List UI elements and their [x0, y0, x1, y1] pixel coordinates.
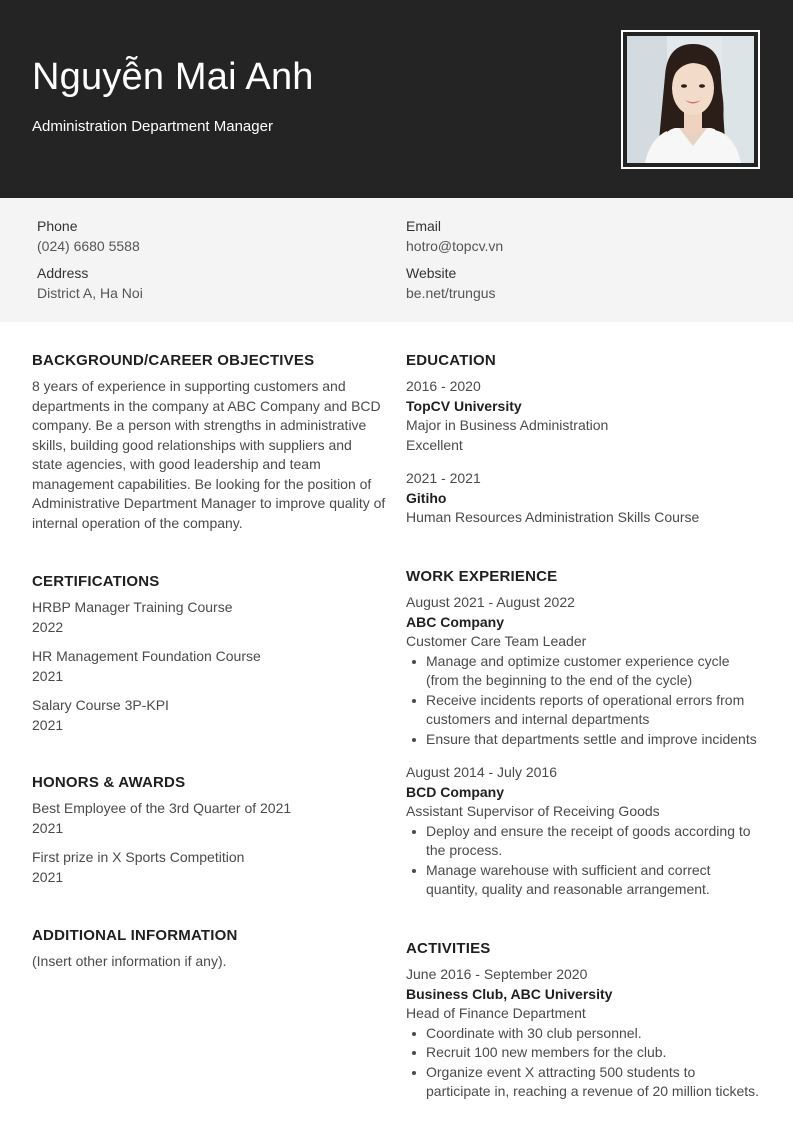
education-grade: Excellent [406, 436, 463, 453]
education-period: 2021 - 2021 [406, 470, 481, 486]
portrait-image [627, 36, 754, 163]
experience-item [406, 763, 776, 900]
candidate-name: Nguyễn Mai Anh [32, 56, 314, 98]
education-major: Human Resources Administration Skills Course [406, 509, 700, 525]
honor-year: 2021 [32, 819, 64, 836]
additional-section [32, 926, 392, 972]
certifications-heading: CERTIFICATIONS [32, 573, 160, 590]
address-value: District A, Ha Noi [37, 285, 143, 301]
objectives-heading: BACKGROUND/CAREER OBJECTIVES [32, 352, 315, 369]
objectives-line: management capabilities. Be looking for the position of [32, 475, 372, 492]
honors-heading: HONORS & AWARDS [32, 774, 186, 791]
profile-photo [627, 36, 754, 163]
honor-item [32, 848, 392, 887]
education-section [406, 351, 776, 528]
activity-org: Business Club, ABC University [406, 985, 613, 1002]
phone-value[interactable]: (024) 6680 5588 [37, 238, 140, 254]
website-label: Website [406, 265, 457, 281]
experience-period: August 2014 - July 2016 [406, 764, 557, 780]
honor-year: 2021 [32, 868, 64, 885]
bullet-item: Deploy and ensure the receipt of goods according to the process. [426, 822, 776, 861]
activity-role: Head of Finance Department [406, 1005, 586, 1021]
experience-item [406, 593, 776, 749]
objectives-line: internal operation of the company. [32, 514, 243, 531]
certification-item [32, 696, 392, 735]
education-item [406, 469, 776, 528]
objectives-line: state agencies, with good leadership and team [32, 456, 321, 472]
honor-name: Best Employee of the 3rd Quarter of 2021 [32, 800, 292, 816]
email-label: Email [406, 218, 442, 234]
activity-item [406, 965, 786, 1102]
education-heading: EDUCATION [406, 352, 496, 369]
objectives-line: company. Be a person with strengths in administrative [32, 417, 367, 433]
education-major: Major in Business Administration [406, 417, 609, 433]
contact-bar [0, 198, 793, 322]
website-value[interactable]: be.net/trungus [406, 285, 496, 301]
experience-heading: WORK EXPERIENCE [406, 568, 558, 585]
education-school: Gitiho [406, 489, 447, 506]
honor-item [32, 799, 392, 838]
experience-section [406, 567, 776, 900]
certification-year: 2021 [32, 716, 64, 733]
additional-heading: ADDITIONAL INFORMATION [32, 927, 238, 944]
certification-name: HRBP Manager Training Course [32, 599, 233, 615]
experience-company: ABC Company [406, 613, 505, 630]
address-block [37, 263, 143, 303]
candidate-title: Administration Department Manager [32, 118, 273, 135]
objectives-text [32, 377, 392, 533]
bullet-item: Recruit 100 new members for the club. [426, 1043, 786, 1063]
objectives-line: 8 years of experience in supporting customers and [32, 378, 346, 394]
activity-bullets [406, 1024, 786, 1102]
experience-bullets [406, 652, 776, 750]
website-block [406, 263, 496, 303]
honor-name: First prize in X Sports Competition [32, 849, 245, 865]
objectives-section [32, 351, 392, 533]
certification-year: 2021 [32, 667, 64, 684]
bullet-item: Ensure that departments settle and improve incidents [426, 730, 776, 750]
certification-item [32, 647, 392, 686]
profile-photo-frame [621, 30, 760, 169]
certification-year: 2022 [32, 618, 64, 635]
bullet-item: Receive incidents reports of operational errors from customers and internal departments [426, 691, 776, 730]
bullet-item: Manage and optimize customer experience cycle (from the beginning to the end of the cycle) [426, 652, 776, 691]
objectives-line: Administrative Department Manager to improve quality of [32, 495, 386, 511]
certifications-section [32, 572, 392, 735]
resume-header [0, 0, 793, 198]
experience-period: August 2021 - August 2022 [406, 594, 575, 610]
activities-heading: ACTIVITIES [406, 940, 491, 957]
certification-item [32, 598, 392, 637]
objectives-line: skills, building good relationships with suppliers and [32, 436, 352, 453]
bullet-item: Manage warehouse with sufficient and correct quantity, quality and reasonable arrangement. [426, 861, 776, 900]
education-school: TopCV University [406, 397, 522, 414]
activity-period: June 2016 - September 2020 [406, 966, 588, 982]
objectives-line: departments in the company at ABC Company and BCD [32, 397, 381, 414]
experience-role: Assistant Supervisor of Receiving Goods [406, 803, 660, 819]
activities-section [406, 939, 786, 1102]
certification-name: HR Management Foundation Course [32, 648, 261, 664]
email-value[interactable]: hotro@topcv.vn [406, 238, 504, 254]
experience-role: Customer Care Team Leader [406, 633, 587, 649]
phone-block [37, 216, 140, 256]
phone-label: Phone [37, 218, 78, 234]
experience-bullets [406, 822, 776, 900]
education-period: 2016 - 2020 [406, 378, 481, 394]
education-item [406, 377, 776, 455]
bullet-item: Organize event X attracting 500 students to participate in, reaching a revenue of 20 million tickets. [426, 1063, 786, 1102]
additional-text: (Insert other information if any). [32, 953, 227, 969]
email-block [406, 216, 503, 256]
honors-section [32, 773, 392, 887]
address-label: Address [37, 265, 89, 281]
bullet-item: Coordinate with 30 club personnel. [426, 1024, 786, 1044]
certification-name: Salary Course 3P-KPI [32, 697, 169, 713]
experience-company: BCD Company [406, 783, 505, 800]
